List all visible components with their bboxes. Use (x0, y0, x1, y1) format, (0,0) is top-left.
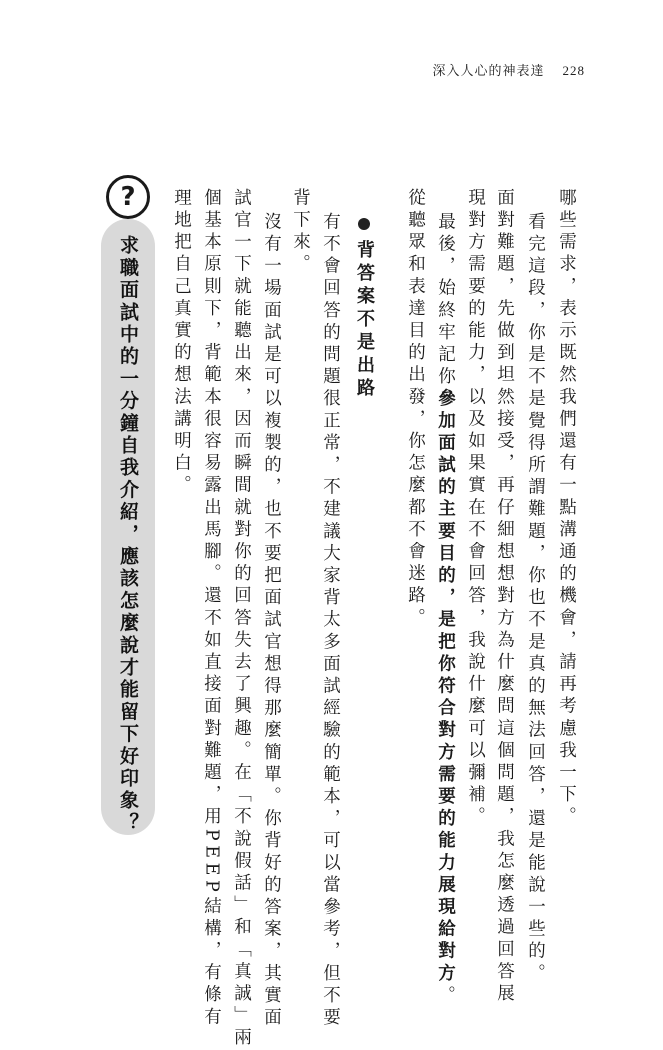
text-column: 背下來。 (290, 188, 311, 277)
text-run: 。 (435, 985, 456, 1008)
question-mark-icon: ? (106, 175, 150, 219)
sidebar-title: 求職面試中的一分鐘自我介紹，應該怎麼說才能留下好印象？ (117, 235, 139, 835)
text-run: 最後，始終牢記你 (435, 212, 456, 389)
text-column: 有不會回答的問題很正常，不建議大家背太多面試經驗的範本，可以當參考，但不要 (320, 212, 341, 1030)
text-column: 哪些需求，表示既然我們還有一點溝通的機會，請再考慮我一下。 (556, 188, 577, 829)
text-column: 看完這段，你是不是覺得所謂難題，你也不是真的無法回答，還是能說一些的。 (525, 212, 546, 986)
text-column: 從聽眾和表達目的出發，你怎麼都不會迷路。 (405, 188, 426, 630)
book-title: 深入人心的神表達 (432, 64, 545, 79)
running-header (432, 60, 585, 79)
text-column: 個基本原則下，背範本很容易露出馬腳。還不如直接面對難題，用PEEP結構，有條有 (201, 188, 222, 1029)
text-column: 面對難題，先做到坦然接受，再仔細想想對方為什麼問這個問題，我怎麼透過回答展 (494, 188, 515, 1006)
bullet-dot-icon (358, 218, 370, 230)
text-column (436, 212, 454, 1008)
page-number: 228 (562, 63, 585, 78)
emphasis-text: 參加面試的主要目的，是把你符合對方需要的能力展現給對方 (435, 388, 456, 986)
question-sidebar (101, 175, 155, 835)
text-column: 理地把自己真實的想法講明白。 (171, 188, 192, 498)
text-column: 現對方需要的能力，以及如果實在不會回答，我說什麼可以彌補。 (465, 188, 486, 829)
section-heading-text: 背答案不是出路 (354, 240, 375, 401)
text-column: 試官一下就能聽出來，因而瞬間就對你的回答失去了興趣。在「不說假話」和「真誠」兩 (231, 188, 252, 1050)
text-column: 沒有一場面試是可以複製的，也不要把面試官想得那麼簡單。你背好的答案，其實面 (261, 212, 282, 1030)
section-heading (351, 218, 377, 401)
